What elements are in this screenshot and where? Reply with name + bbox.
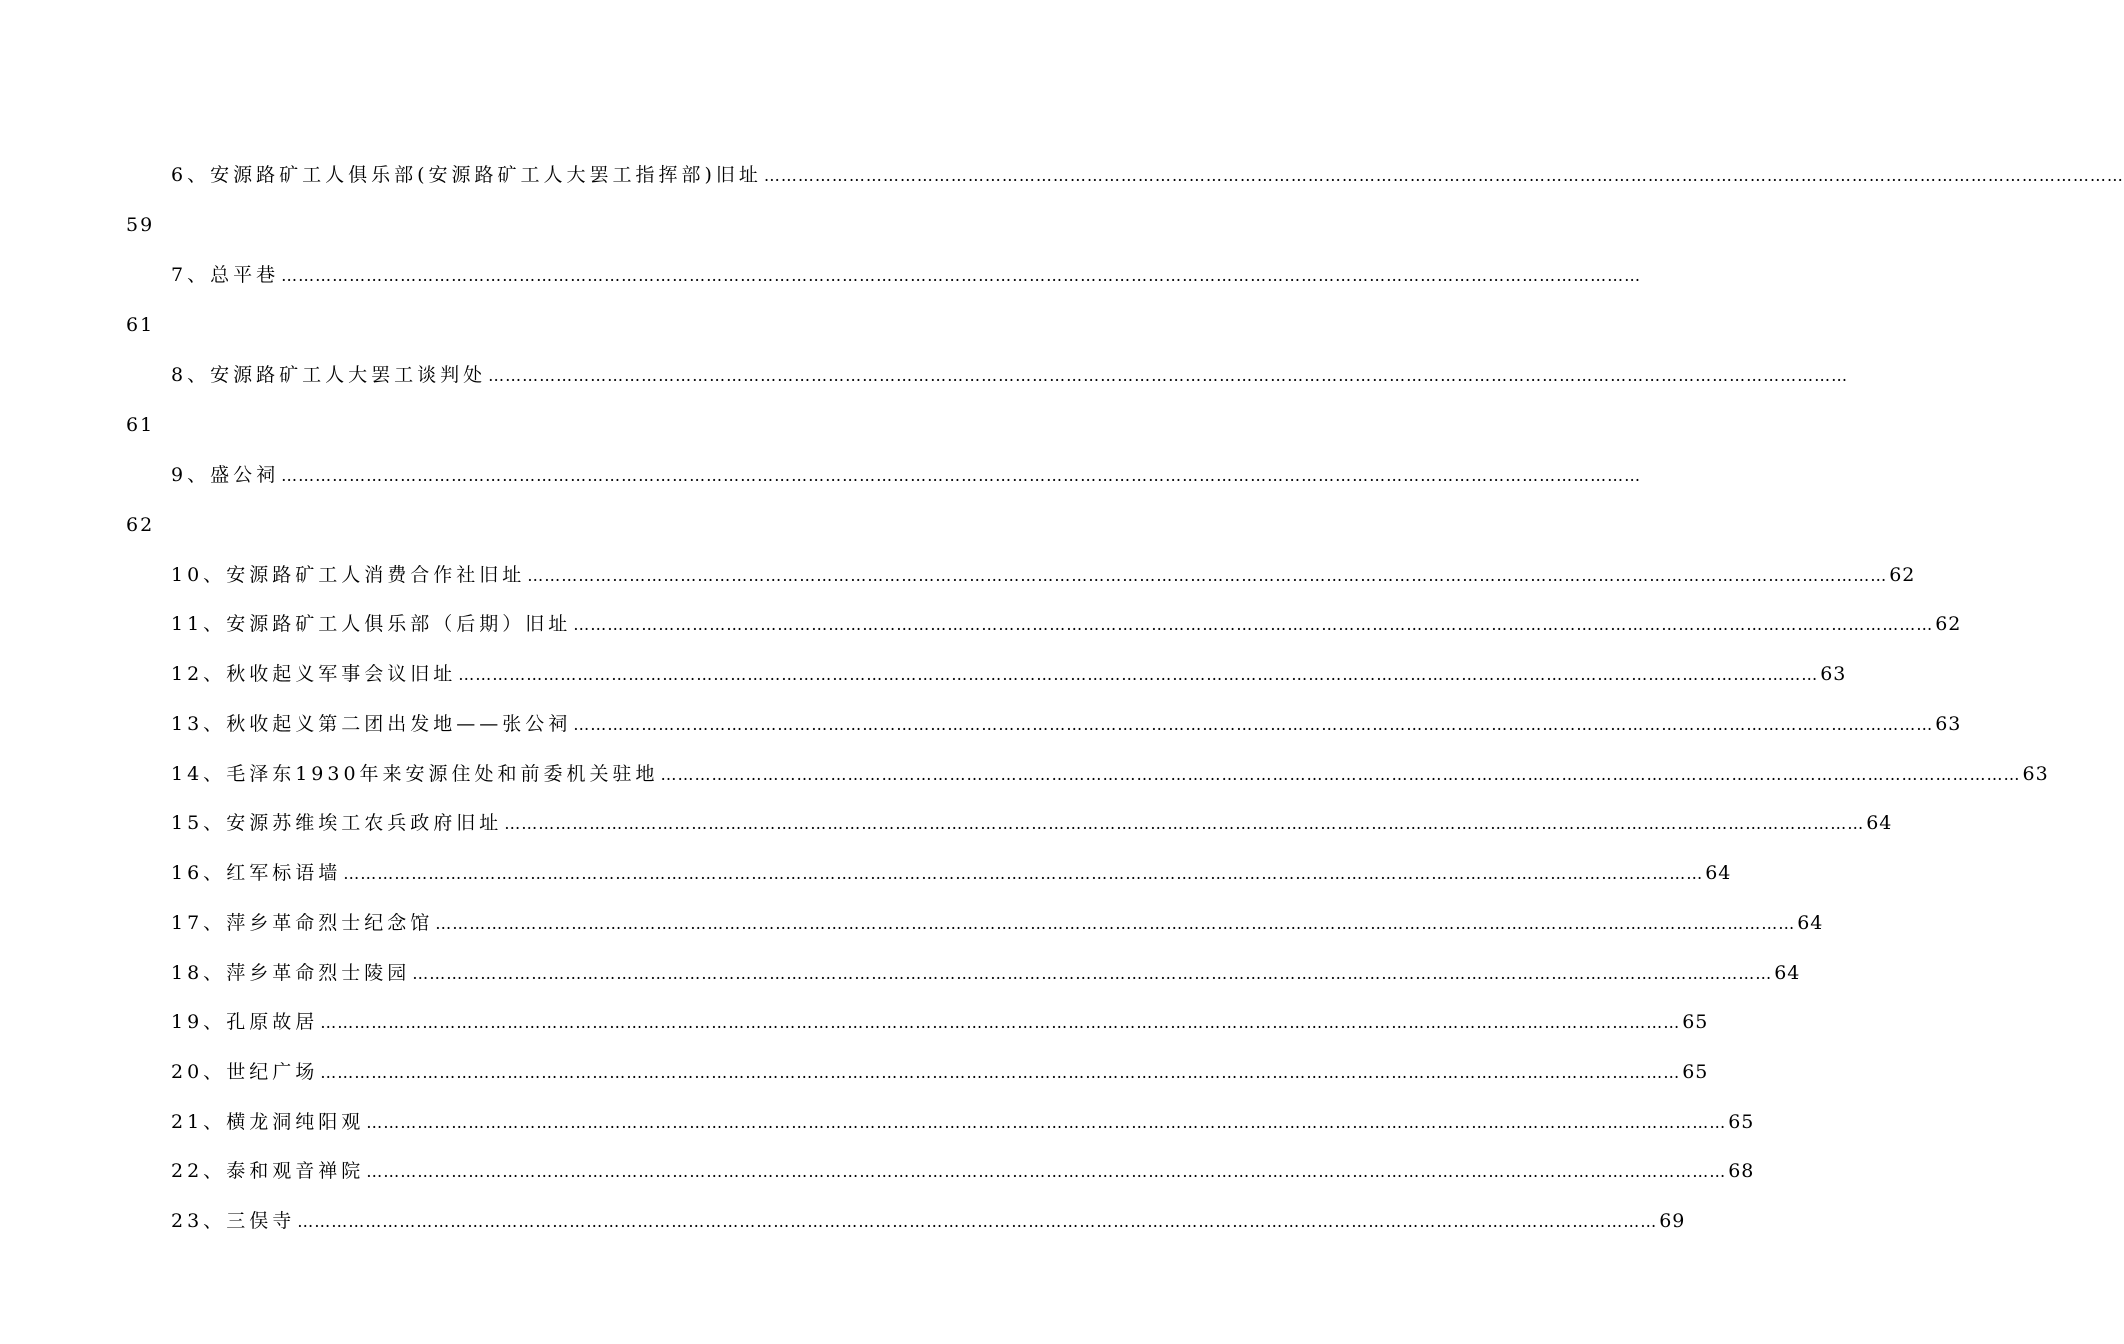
entry-page-number: 65 (1682, 1011, 1709, 1033)
entry-page-number: 61 (126, 414, 155, 436)
entry-number: 20、 (171, 1061, 227, 1083)
toc-entry[interactable] (171, 562, 1916, 589)
dot-leader: …………………………………………………………………………………………………………………………………………………………………………………………………………………… (660, 765, 2021, 784)
dot-leader: …………………………………………………………………………………………………………………………………………………………………………………………………………………… (573, 715, 1934, 734)
entry-page-number: 62 (126, 514, 155, 536)
toc-entry[interactable] (171, 462, 1642, 489)
entry-title: 安源苏维埃工农兵政府旧址 (226, 812, 503, 834)
entry-page-number: 59 (126, 214, 155, 236)
dot-leader: …………………………………………………………………………………………………………………………………………………………………………………………………………………… (297, 1212, 1658, 1231)
entry-title: 萍乡革命烈士纪念馆 (226, 912, 434, 934)
entry-page-number: 63 (2022, 763, 2049, 785)
entry-number: 19、 (171, 1011, 227, 1033)
entry-title: 秋收起义军事会议旧址 (226, 663, 457, 685)
toc-entry[interactable] (171, 761, 2049, 788)
entry-page-number: 62 (1889, 564, 1916, 586)
toc-entry[interactable] (171, 910, 1824, 937)
entry-number: 16、 (171, 862, 227, 884)
entry-number: 23、 (171, 1210, 227, 1232)
entry-title: 孔原故居 (226, 1011, 319, 1033)
dot-leader: …………………………………………………………………………………………………………………………………………………………………………………………………………………… (320, 1013, 1681, 1032)
entry-page-number: 63 (1935, 713, 1962, 735)
entry-page-number: 64 (1866, 812, 1893, 834)
entry-title: 泰和观音禅院 (226, 1160, 365, 1182)
entry-number: 12、 (171, 663, 227, 685)
entry-number: 11、 (171, 613, 227, 635)
toc-entry[interactable] (171, 810, 1893, 837)
entry-title: 安源路矿工人俱乐部（后期）旧址 (226, 613, 572, 635)
entry-page-number: 65 (1728, 1111, 1755, 1133)
toc-entry[interactable] (171, 162, 2124, 189)
toc-entry[interactable] (171, 1009, 1709, 1036)
entry-page-number: 64 (1705, 862, 1732, 884)
dot-leader: …………………………………………………………………………………………………………………………………………………………………………………………………………………… (573, 615, 1934, 634)
entry-title: 秋收起义第二团出发地——张公祠 (226, 713, 572, 735)
entry-title: 安源路矿工人消费合作社旧址 (226, 564, 526, 586)
entry-title: 萍乡革命烈士陵园 (226, 962, 411, 984)
dot-leader: …………………………………………………………………………………………………………………………………………………………………………………………………………………… (488, 366, 1849, 385)
entry-number: 18、 (171, 962, 227, 984)
entry-page-number: 64 (1774, 962, 1801, 984)
entry-number: 10、 (171, 564, 227, 586)
toc-entry[interactable] (171, 661, 1847, 688)
dot-leader: …………………………………………………………………………………………………………………………………………………………………………………………………………………… (366, 1113, 1727, 1132)
entry-title: 毛泽东1930年来安源住处和前委机关驻地 (226, 763, 659, 785)
dot-leader: …………………………………………………………………………………………………………………………………………………………………………………………………………………… (366, 1162, 1727, 1181)
entry-title: 三俣寺 (226, 1210, 296, 1232)
entry-page-number: 69 (1659, 1210, 1686, 1232)
toc-entry[interactable] (171, 1158, 1755, 1185)
entry-title: 安源路矿工人大罢工谈判处 (210, 364, 487, 386)
entry-number: 15、 (171, 812, 227, 834)
dot-leader: …………………………………………………………………………………………………………………………………………………………………………………………………………………… (458, 665, 1819, 684)
dot-leader: …………………………………………………………………………………………………………………………………………………………………………………………………………………… (504, 814, 1865, 833)
dot-leader: …………………………………………………………………………………………………………………………………………………………………………………………………………………… (343, 864, 1704, 883)
entry-page-number: 65 (1682, 1061, 1709, 1083)
toc-entry[interactable] (171, 362, 1849, 389)
entry-number: 6、 (171, 164, 211, 186)
entry-page-number: 63 (1820, 663, 1847, 685)
dot-leader: …………………………………………………………………………………………………………………………………………………………………………………………………………………… (281, 466, 1642, 485)
entry-number: 8、 (171, 364, 211, 386)
entry-title: 红军标语墙 (226, 862, 342, 884)
toc-entry[interactable] (171, 960, 1801, 987)
dot-leader: …………………………………………………………………………………………………………………………………………………………………………………………………………………… (320, 1063, 1681, 1082)
dot-leader: …………………………………………………………………………………………………………………………………………………………………………………………………………………… (763, 166, 2124, 185)
entry-page-number: 61 (126, 314, 155, 336)
entry-title: 盛公祠 (210, 464, 280, 486)
entry-number: 9、 (171, 464, 211, 486)
entry-title: 安源路矿工人俱乐部(安源路矿工人大罢工指挥部)旧址 (210, 164, 762, 186)
toc-entry[interactable] (171, 262, 1642, 289)
entry-title: 总平巷 (210, 264, 280, 286)
entry-number: 21、 (171, 1111, 227, 1133)
entry-number: 14、 (171, 763, 227, 785)
dot-leader: …………………………………………………………………………………………………………………………………………………………………………………………………………………… (412, 964, 1773, 983)
toc-entry[interactable] (171, 1208, 1686, 1235)
dot-leader: …………………………………………………………………………………………………………………………………………………………………………………………………………………… (281, 266, 1642, 285)
entry-number: 17、 (171, 912, 227, 934)
toc-entry[interactable] (171, 711, 1962, 738)
entry-page-number: 62 (1935, 613, 1962, 635)
entry-page-number: 68 (1728, 1160, 1755, 1182)
entry-number: 13、 (171, 713, 227, 735)
entry-page-number: 64 (1797, 912, 1824, 934)
toc-entry[interactable] (171, 1109, 1755, 1136)
entry-number: 22、 (171, 1160, 227, 1182)
entry-title: 横龙洞纯阳观 (226, 1111, 365, 1133)
toc-entry[interactable] (171, 860, 1732, 887)
entry-number: 7、 (171, 264, 211, 286)
toc-entry[interactable] (171, 1059, 1709, 1086)
dot-leader: …………………………………………………………………………………………………………………………………………………………………………………………………………………… (435, 914, 1796, 933)
dot-leader: …………………………………………………………………………………………………………………………………………………………………………………………………………………… (527, 566, 1888, 585)
toc-entry[interactable] (171, 611, 1962, 638)
entry-title: 世纪广场 (226, 1061, 319, 1083)
